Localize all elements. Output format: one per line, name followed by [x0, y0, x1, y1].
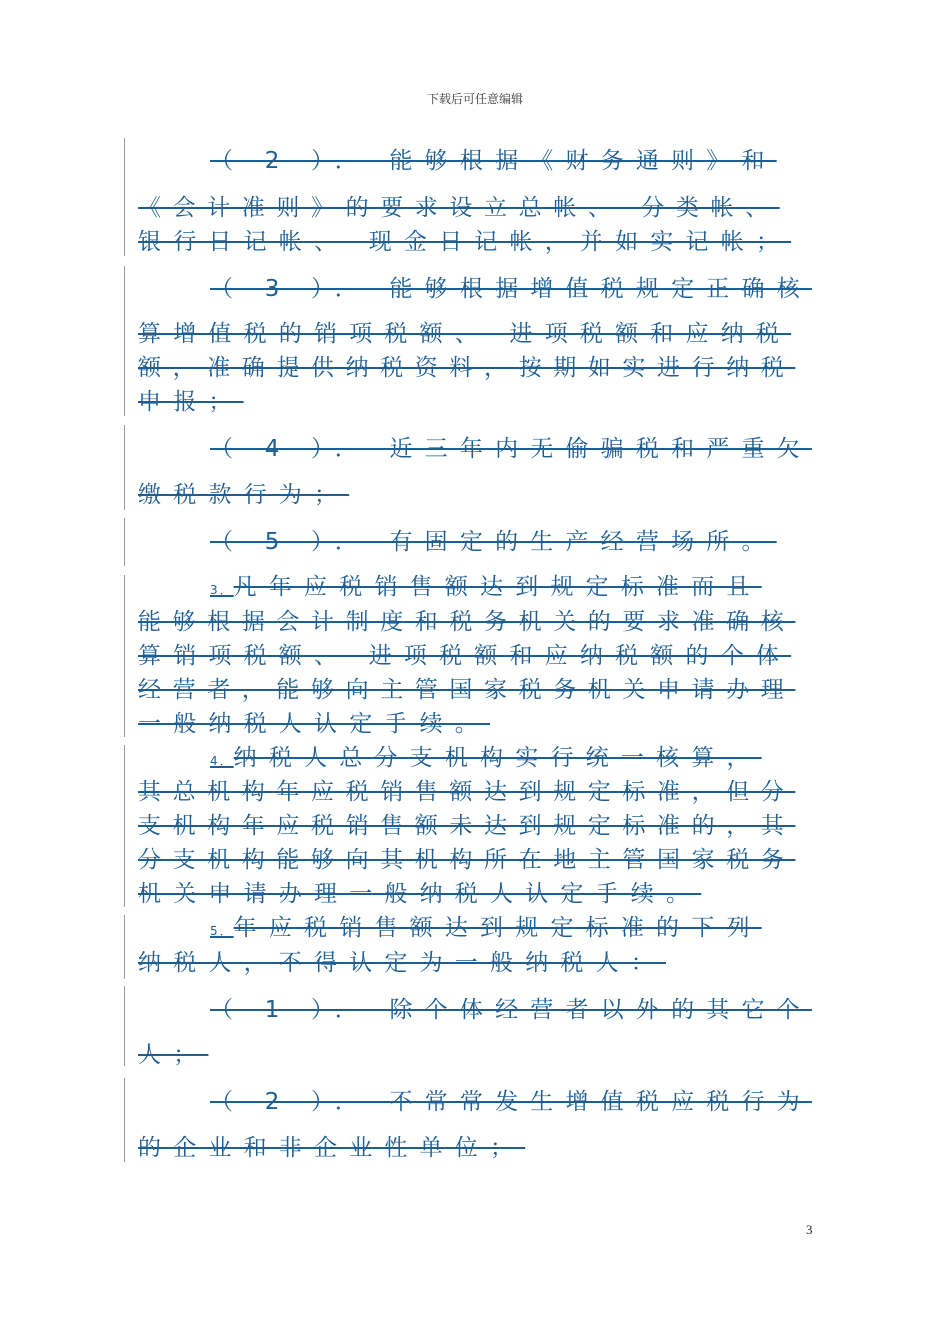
revision-bar — [124, 518, 125, 566]
text-line: （ 2 ）． 能够根据《财务通则》和 — [210, 148, 777, 174]
text-line: 一般纳税人认定手续。 — [138, 711, 490, 737]
text-line: （ 1 ）． 除个体经营者以外的其它个 — [210, 997, 812, 1023]
text-line: 额，准确提供纳税资料，按期如实进行纳税 — [138, 355, 796, 381]
revision-bar — [124, 425, 125, 510]
text-line: 缴税款行为； — [138, 482, 350, 508]
text-line: （ 3 ）． 能够根据增值税规定正确核 — [210, 276, 812, 302]
text-line: （ 5 ）． 有固定的生产经营场所。 — [210, 529, 777, 555]
text-line: 能够根据会计制度和税务机关的要求准确核 — [138, 609, 796, 635]
text-line: 申报； — [138, 389, 244, 415]
text-line — [210, 572, 814, 604]
text-line: 的企业和非企业性单位； — [138, 1135, 526, 1161]
text-span: 纳税人总分支机构实行统一核算， — [233, 745, 762, 771]
revision-bar — [124, 138, 125, 256]
text-line: 其总机构年应税销售额达到规定标准，但分 — [138, 779, 796, 805]
revision-bar — [124, 575, 125, 737]
text-line — [210, 913, 814, 945]
text-line: 支机构年应税销售额未达到规定标准的，其 — [138, 813, 796, 839]
item-number: 5． — [210, 924, 234, 938]
text-line: 分支机构能够向其机构所在地主管国家税务 — [138, 847, 796, 873]
text-line: 人； — [138, 1042, 209, 1068]
revision-bar — [124, 915, 125, 979]
text-line — [210, 743, 814, 775]
text-line: 算增值税的销项税额、 进项税额和应纳税 — [138, 321, 792, 347]
text-line: 《会计准则》的要求设立总帐、 分类帐、 — [138, 195, 780, 221]
revision-bar — [124, 1078, 125, 1162]
revision-bar — [124, 266, 125, 416]
text-line: 经营者，能够向主管国家税务机关申请办理 — [138, 677, 796, 703]
text-span: 年应税销售额达到规定标准的下列 — [233, 915, 762, 941]
item-number: 4． — [210, 754, 234, 768]
text-line: （ 4 ）． 近三年内无偷骗税和严重欠 — [210, 436, 812, 462]
text-line: 机关申请办理一般纳税人认定手续。 — [138, 881, 702, 907]
text-line: 算销项税额、 进项税额和应纳税额的个体 — [138, 643, 792, 669]
text-line: 银行日记帐、 现金日记帐，并如实记帐； — [138, 229, 792, 255]
item-number: 3． — [210, 583, 234, 597]
text-line: （ 2 ）． 不常常发生增值税应税行为 — [210, 1089, 812, 1115]
text-line: 纳税人，不得认定为一般纳税人： — [138, 950, 666, 976]
revision-bar — [124, 986, 125, 1066]
revision-bar — [124, 745, 125, 907]
page-header: 下载后可任意编辑 — [426, 92, 523, 106]
page-number: 3 — [806, 1222, 813, 1237]
text-span: 凡年应税销售额达到规定标准而且 — [233, 574, 762, 600]
